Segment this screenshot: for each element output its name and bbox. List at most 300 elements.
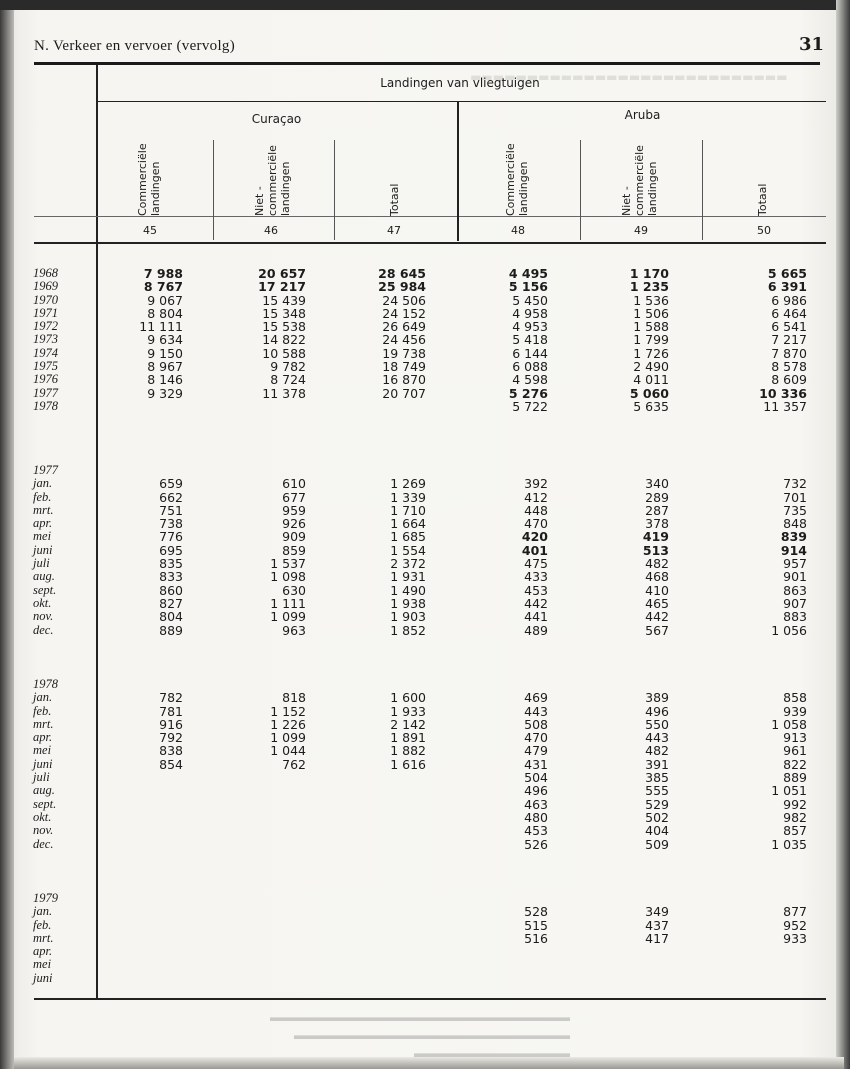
table-cell [103,798,183,811]
table-cell [103,958,183,971]
row-label: juni [33,970,53,985]
table-cell [589,464,669,477]
table-cell [346,945,426,958]
table-cell: 7 988 [143,266,183,281]
table-cell: 1 099 [270,609,306,625]
page-number: 31 [798,34,824,55]
table-cell [226,771,306,784]
data-column [226,267,306,413]
table-cell: 751 [159,502,183,518]
table-cell: 392 [524,476,548,492]
table-cell: 659 [159,476,183,492]
table-cell: 907 [783,595,807,611]
table-cell: 1 799 [633,332,669,348]
table-cell: 901 [783,569,807,585]
scan-edge-left [0,10,14,1069]
table-cell [346,919,426,932]
data-column [103,678,183,851]
table-cell: 926 [282,516,306,532]
table-cell: 24 456 [382,332,426,348]
data-column [103,267,183,413]
table-cell: 8 724 [270,372,306,388]
table-cell: 1 051 [771,783,807,799]
col-divider [702,140,703,240]
table-cell [468,958,548,971]
table-cell: 5 276 [508,385,548,401]
data-column [468,267,548,413]
table-cell: 822 [783,756,807,772]
table-cell: 839 [780,529,807,545]
table-cell: 378 [645,516,669,532]
table-cell [727,892,807,905]
table-cell: 437 [645,917,669,933]
table-cell: 1 056 [771,622,807,638]
col-number: 49 [634,224,648,237]
group-header-curacao: Curaçao [251,112,302,126]
table-cell: 735 [783,502,807,518]
data-column [727,678,807,851]
table-cell: 555 [645,783,669,799]
table-cell: 470 [524,730,548,746]
row-label: juli [33,556,50,571]
data-column [589,678,669,851]
table-cell: 610 [282,476,306,492]
table-cell: 1 537 [270,556,306,572]
colnum-top-rule [34,216,826,217]
table-cell: 287 [645,502,669,518]
row-label: feb. [33,703,52,718]
table-cell: 833 [159,569,183,585]
table-cell: 6 986 [771,292,807,308]
table-cell: 401 [521,542,548,558]
bleed-through-footer: ▬▬▬▬▬▬▬▬▬▬▬▬▬▬▬▬▬▬▬▬▬▬▬▬▬ ▬▬▬▬▬▬▬▬▬▬▬▬▬▬▬▬▬▬▬▬▬▬▬ ▬▬▬▬▬▬▬▬▬▬▬▬▬ [270,1010,570,1060]
row-label: nov. [33,609,54,624]
scan-edge-right [836,0,850,1069]
table-cell: 1 931 [390,569,426,585]
table-cell: 9 782 [270,359,306,375]
row-label: dec. [33,622,54,637]
table-cell [103,811,183,824]
table-cell: 4 953 [512,319,548,335]
table-cell [346,972,426,985]
table-cell: 453 [524,823,548,839]
table-cell: 340 [645,476,669,492]
row-label: 1977 [33,463,58,477]
row-label: mei [33,529,52,544]
table-cell: 479 [524,743,548,759]
table-cell: 10 588 [262,345,306,361]
table-cell: 1 600 [390,690,426,706]
table-cell: 738 [159,516,183,532]
table-cell [103,400,183,413]
table-cell: 404 [645,823,669,839]
table-cell: 863 [783,582,807,598]
data-column [226,464,306,637]
table-cell [226,919,306,932]
table-cell: 24 506 [382,292,426,308]
table-cell [727,464,807,477]
data-column [589,267,669,413]
table-cell: 662 [159,489,183,505]
table-cell: 939 [783,703,807,719]
table-cell: 513 [642,542,669,558]
row-label: 1978 [33,677,58,691]
table-cell: 1 339 [390,489,426,505]
table-cell [468,464,548,477]
table-cell: 909 [282,529,306,545]
table-cell: 515 [524,917,548,933]
table-cell [103,464,183,477]
table-cell [727,958,807,971]
table-cell: 857 [783,823,807,839]
table-cell: 1 506 [633,305,669,321]
table-cell: 349 [645,904,669,920]
table-cell: 1 852 [390,622,426,638]
table-cell: 8 578 [771,359,807,375]
table-cell: 5 418 [512,332,548,348]
table-cell: 5 665 [767,266,807,281]
table-cell: 732 [783,476,807,492]
table-main-title: Landingen van vliegtuigen [380,76,540,90]
table-cell: 1 536 [633,292,669,308]
table-cell: 860 [159,582,183,598]
row-label: okt. [33,809,52,824]
table-cell: 8 767 [143,279,183,295]
table-cell: 11 111 [139,319,183,335]
table-cell: 17 217 [258,279,306,295]
table-cell [589,972,669,985]
table-cell [727,972,807,985]
table-cell: 14 822 [262,332,306,348]
row-label: 1974 [33,345,58,360]
table-cell: 496 [524,783,548,799]
table-cell: 2 142 [390,716,426,732]
row-label: mrt. [33,502,54,517]
row-labels [33,892,93,985]
table-cell: 528 [524,904,548,920]
row-label: aug. [33,569,55,584]
table-cell: 550 [645,716,669,732]
row-label: 1977 [33,385,58,400]
table-cell: 443 [645,730,669,746]
table-cell: 20 657 [258,266,306,281]
table-cell: 961 [783,743,807,759]
table-cell: 482 [645,556,669,572]
row-label: jan. [33,476,53,491]
table-cell: 854 [159,756,183,772]
table-cell: 504 [524,770,548,786]
data-column [727,464,807,637]
table-cell: 442 [524,595,548,611]
table-cell [226,945,306,958]
table-cell: 470 [524,516,548,532]
table-cell: 10 336 [759,385,807,401]
table-cell: 858 [783,690,807,706]
row-labels [33,678,93,851]
table-cell [103,932,183,945]
table-cell [103,824,183,837]
row-label: feb. [33,917,52,932]
col-header-aruba-total: Totaal [756,183,769,216]
row-label: apr. [33,730,53,745]
table-cell: 475 [524,556,548,572]
table-cell [346,811,426,824]
col-number: 47 [387,224,401,237]
table-cell: 289 [645,489,669,505]
table-cell: 516 [524,930,548,946]
table-cell: 1 726 [633,345,669,361]
table-cell: 4 958 [512,305,548,321]
table-cell: 25 984 [378,279,426,295]
table-cell: 982 [783,809,807,825]
table-cell: 2 490 [633,359,669,375]
table-cell [226,905,306,918]
table-cell: 417 [645,930,669,946]
data-column [468,892,548,985]
table-cell: 913 [783,730,807,746]
table-cell [346,798,426,811]
table-cell: 1 226 [270,716,306,732]
table-cell [103,678,183,691]
table-cell: 468 [645,569,669,585]
table-cell: 18 749 [382,359,426,375]
table-cell: 5 060 [629,385,669,401]
table-cell: 792 [159,730,183,746]
table-cell [346,464,426,477]
table-cell: 441 [524,609,548,625]
table-cell [226,678,306,691]
table-cell: 5 156 [508,279,548,295]
table-cell: 1 099 [270,730,306,746]
col-header-aruba-noncommercial: Niet - commerciële landingen [620,145,659,216]
row-label: apr. [33,944,53,959]
table-cell: 781 [159,703,183,719]
table-cell [226,811,306,824]
table-cell: 529 [645,796,669,812]
section-title: N. Verkeer en vervoer (vervolg) [34,38,236,54]
row-label: 1979 [33,891,58,905]
group-rule [96,101,826,102]
table-cell: 489 [524,622,548,638]
col-header-curacao-commercial: Commerciële landingen [136,143,162,216]
row-label: 1975 [33,359,58,374]
table-cell: 827 [159,595,183,611]
data-column [727,892,807,985]
row-labels [33,267,93,413]
table-cell: 496 [645,703,669,719]
row-label: jan. [33,690,53,705]
col-number: 48 [511,224,525,237]
row-label: mrt. [33,930,54,945]
table-cell: 695 [159,542,183,558]
table-cell: 508 [524,716,548,732]
table-cell: 914 [780,542,807,558]
data-column [589,892,669,985]
row-label: mrt. [33,716,54,731]
table-cell: 24 152 [382,305,426,321]
table-cell: 776 [159,529,183,545]
table-cell: 889 [159,622,183,638]
table-cell: 963 [282,622,306,638]
data-column [346,464,426,637]
table-cell [468,945,548,958]
table-cell: 1 490 [390,582,426,598]
table-cell: 469 [524,690,548,706]
table-cell: 933 [783,930,807,946]
table-cell: 1 882 [390,743,426,759]
col-number: 46 [264,224,278,237]
table-cell: 443 [524,703,548,719]
table-cell: 1 664 [390,516,426,532]
table-cell: 1 710 [390,502,426,518]
table-cell: 1 098 [270,569,306,585]
scan-edge-top [0,0,850,10]
row-label: mei [33,743,52,758]
table-cell [346,824,426,837]
table-cell: 16 870 [382,372,426,388]
row-label: juli [33,770,50,785]
table-cell [589,958,669,971]
data-column [103,892,183,985]
table-cell: 952 [783,917,807,933]
table-cell: 9 634 [147,332,183,348]
table-cell: 453 [524,582,548,598]
table-cell: 15 348 [262,305,306,321]
table-cell: 6 541 [771,319,807,335]
row-label: 1973 [33,332,58,347]
table-cell: 5 722 [512,398,548,414]
table-cell: 1 685 [390,529,426,545]
table-cell [727,678,807,691]
table-cell: 448 [524,502,548,518]
table-cell [589,892,669,905]
table-cell [103,972,183,985]
table-cell: 8 804 [147,305,183,321]
table-cell: 28 645 [378,266,426,281]
table-cell: 1 933 [390,703,426,719]
table-cell: 4 011 [633,372,669,388]
group-header-aruba: Aruba [624,108,661,122]
table-cell [727,945,807,958]
table-cell: 26 649 [382,319,426,335]
row-label: sept. [33,582,57,597]
table-cell [346,784,426,797]
table-cell: 5 635 [633,398,669,414]
data-column [226,892,306,985]
header-rule [34,62,820,65]
row-label: mei [33,957,52,972]
row-label: nov. [33,823,54,838]
table-cell [226,892,306,905]
table-cell: 442 [645,609,669,625]
table-cell [226,824,306,837]
table-cell [226,400,306,413]
table-cell: 762 [282,756,306,772]
table-cell: 2 372 [390,556,426,572]
table-cell: 1 903 [390,609,426,625]
table-cell: 4 598 [512,372,548,388]
table-cell: 11 378 [262,385,306,401]
table-cell [103,784,183,797]
table-cell: 8 146 [147,372,183,388]
row-label: juni [33,542,53,557]
table-cell [346,400,426,413]
table-cell [346,892,426,905]
colnum-bottom-rule [34,242,826,244]
table-cell: 412 [524,489,548,505]
table-cell: 5 450 [512,292,548,308]
data-column [727,267,807,413]
table-cell [103,945,183,958]
table-cell [226,464,306,477]
col-divider [213,140,214,240]
table-cell: 9 150 [147,345,183,361]
table-cell [346,678,426,691]
table-cell [589,945,669,958]
col-divider [580,140,581,240]
row-label: aug. [33,783,55,798]
table-cell: 1 235 [629,279,669,295]
table-cell [226,958,306,971]
stub-divider [96,65,98,1000]
table-cell: 848 [783,516,807,532]
table-cell: 6 088 [512,359,548,375]
table-cell: 1 938 [390,595,426,611]
col-header-curacao-noncommercial: Niet - commerciële landingen [253,145,292,216]
row-label: sept. [33,796,57,811]
table-cell: 11 357 [763,398,807,414]
table-cell: 480 [524,809,548,825]
row-label: 1969 [33,279,58,294]
table-cell: 6 391 [767,279,807,295]
table-cell: 916 [159,716,183,732]
col-header-curacao-total: Totaal [388,183,401,216]
col-number: 45 [143,224,157,237]
table-cell [226,932,306,945]
table-cell: 4 495 [508,266,548,281]
data-column [346,678,426,851]
col-divider [334,140,335,240]
table-cell [103,919,183,932]
row-labels [33,464,93,637]
table-cell: 1 035 [771,836,807,852]
table-cell: 1 588 [633,319,669,335]
table-cell: 19 738 [382,345,426,361]
table-cell: 838 [159,743,183,759]
table-cell: 835 [159,556,183,572]
table-cell: 465 [645,595,669,611]
table-cell: 7 217 [771,332,807,348]
row-label: 1972 [33,319,58,334]
table-bottom-rule [34,998,826,1000]
data-column [346,267,426,413]
table-cell [103,838,183,851]
table-cell: 420 [521,529,548,545]
table-cell: 804 [159,609,183,625]
col-header-aruba-commercial: Commerciële landingen [504,143,530,216]
table-cell: 1 152 [270,703,306,719]
row-label: feb. [33,489,52,504]
table-cell: 433 [524,569,548,585]
row-label: 1968 [33,266,58,280]
table-cell: 1 554 [390,542,426,558]
row-label: dec. [33,836,54,851]
data-column [346,892,426,985]
table-cell: 7 870 [771,345,807,361]
table-cell: 1 170 [629,266,669,281]
table-cell: 6 464 [771,305,807,321]
table-cell: 1 891 [390,730,426,746]
